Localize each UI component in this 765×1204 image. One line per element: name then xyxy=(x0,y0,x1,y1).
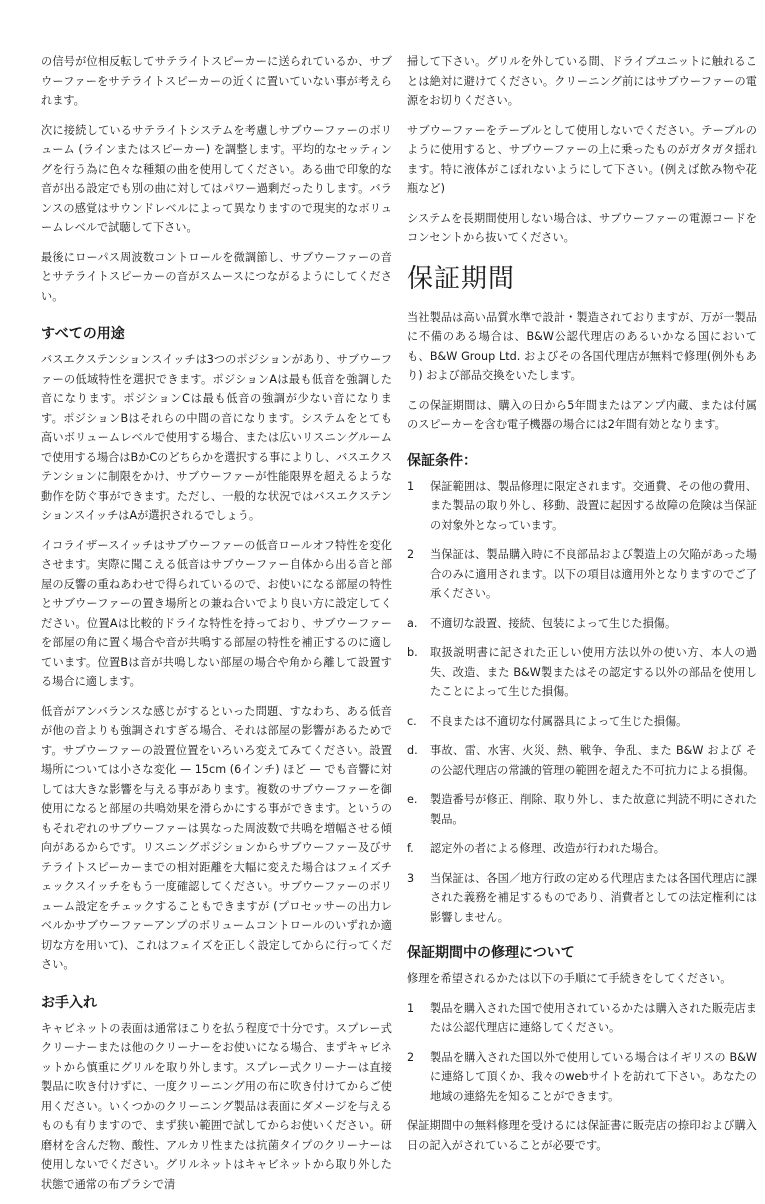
paragraph: サブウーファーをテーブルとして使用しないでください。テーブルのように使用すると、サブウーファーの上に乗ったものがガタガタ揺れます。特に液体がこぼれないようにして下さい。(例えば飲み物や花瓶など) xyxy=(407,123,757,195)
list-marker: b. xyxy=(407,646,418,659)
list-item-text: 保証範囲は、製品修理に限定されます。交通費、その他の費用、また製品の取り外し、移動、設置に起因する故障の危険は当保証の対象外となっています。 xyxy=(430,479,757,532)
page-title-warranty: 保証期間 xyxy=(407,263,516,294)
section-heading-uses: すべての用途 xyxy=(41,326,125,342)
list-item-text: 不適切な設置、接続、包装によって生じた損傷。 xyxy=(430,616,677,630)
list-item-text: 当保証は、製品購入時に不良部品および製造上の欠陥があった場合のみに適用されます。以下の項目は適用外となりますのでご了承ください。 xyxy=(430,548,757,600)
list-marker: 1 xyxy=(407,1001,415,1015)
paragraph: システムを長期間使用しない場合は、サブウーファーの電源コードをコンセントから抜いてください。 xyxy=(407,211,757,244)
list-item xyxy=(407,999,757,1038)
paragraph: 修理を希望されるかたは以下の手順にて手続きをしてください。 xyxy=(407,972,732,985)
repair-steps-list xyxy=(407,999,757,1107)
paragraph: 掃して下さい。グリルを外している間、ドライブユニットに触れることは絶対に避けてください。クリーニング前にはサブウーファーの電源をお切りください。 xyxy=(407,55,757,107)
paragraph: 当社製品は高い品質水準で設計・製造されておりますが、万が一製品に不備のある場合は、B&W公認代理店のあるいかなる国においても、B&W Group Ltd. およびその各国代理店が無料で修理(例外もあり) および部品交換をいたします。 xyxy=(407,310,757,382)
paragraph: この保証期間は、購入の日から5年間またはアンプ内蔵、または付属のスピーカーを含む電子機器の場合には2年間有効となります。 xyxy=(407,398,757,431)
left-column xyxy=(41,52,392,1204)
list-item-text: 製品を購入された国で使用されているかたは購入された販売店または公認代理店に連絡してください。 xyxy=(430,1001,757,1034)
list-item-text: 製造番号が修正、削除、取り外し、また故意に判読不明にされた製品。 xyxy=(430,793,757,826)
list-item xyxy=(407,869,757,928)
list-item xyxy=(407,712,757,732)
terms-list xyxy=(407,477,757,928)
list-marker: 3 xyxy=(407,871,415,885)
list-marker: 1 xyxy=(407,479,415,493)
list-item xyxy=(407,643,757,702)
list-marker: 2 xyxy=(407,548,415,561)
list-item xyxy=(407,545,757,604)
paragraph: 次に接続しているサテライトシステムを考慮しサブウーファーのボリューム (ラインまたはスピーカー) を調整します。平均的なセッティングを行う為に色々な種類の曲を使用してください。ある曲で印象的な音が出る設定でも別の曲に対してはパワー過剰だったりします。バランスの感覚はサウンドレベルによって異なりますので現実的なボリュームレベルで試聴して下さい。 xyxy=(41,123,392,234)
list-marker: 2 xyxy=(407,1050,415,1064)
list-item-text: 事故、雷、水害、火災、熱、戦争、争乱、また B&W および その公認代理店の常識的管理の範囲を超えた不可抗力による損傷。 xyxy=(430,744,757,777)
list-marker: c. xyxy=(407,714,417,728)
list-item-text: 認定外の者による修理、改造が行われた場合。 xyxy=(430,842,665,855)
list-item-text: 取扱説明書に記された正しい使用方法以外の使い方、本人の過失、改造、また B&W製またはその認定する以外の部品を使用したことによって生じた損傷。 xyxy=(430,646,757,698)
section-heading-repair: 保証期間中の修理について xyxy=(407,945,575,961)
list-marker: a. xyxy=(407,616,418,630)
paragraph: 保証期間中の無料修理を受けるには保証書に販売店の捺印および購入日の記入がされていることが必要です。 xyxy=(407,1119,757,1152)
paragraph: 低音がアンバランスな感じがするといった問題、すなわち、ある低音が他の音よりも強調されすぎる場合、それは部屋の影響があるためです。サブウーファーの設置位置をいろいろ変えてみてください。設置場所については小さな変化 — 15cm (6インチ) ほど — でも音響に対しては大きな影響を与える事があります。複数のサブウーファーを御使用になると部屋の共鳴効果を滑らかにする事ができます。というのもそれぞれのサブウーファーは異なった周波数で共鳴を増幅させる傾向があるからです。リスニングポジションからサブウーファー及びサテライトスピーカーまでの相対距離を大幅に変えた場合はフェイズチェックスイッチをもう一度確認してください。サブウーファーのボリューム設定をチェックすることもできますが (プロセッサーの出力レベルかサブウーファーアンプのボリュームコントロールのいずれか適切な方を用いて)、これはフェイズを正しく設定してからに行ってください。 xyxy=(41,704,392,971)
paragraph: イコライザースイッチはサブウーファーの低音ロールオフ特性を変化させます。実際に聞こえる低音はサブウーファー自体から出る音と部屋の反響の重ねあわせで得られているので、お使いになる部屋の特性とサブウーファーの置き場所との兼ね合いでより良い方に設定してください。位置Aは比較的ドライな特性を持っており、サブウーファーを部屋の角に置く場合や音が共鳴する部屋の特性を補正するのに適しています。位置Bは音が共鳴しない部屋の場合や角から離して設置する場合に適します。 xyxy=(41,538,392,688)
list-item xyxy=(407,477,757,536)
list-item xyxy=(407,1048,757,1107)
list-item-text: 不良または不適切な付属器具によって生じた損傷。 xyxy=(430,714,688,728)
paragraph: キャビネットの表面は通常ほこりを払う程度で十分です。スプレー式クリーナーまたは他のクリーナーをお使いになる場合、まずキャビネットから慎重にグリルを取り外します。スプレー式クリーナーは直接製品に吹き付けずに、一度クリーニング用の布に吹き付けてからご使用ください。いくつかのクリーニング製品は表面にダメージを与えるものも有りますので、まず狭い範囲で試してからお使いください。研磨材を含んだ物、酸性、アルカリ性または抗菌タイプのクリーナーは使用しないでください。グリルネットはキャビネットから取り外した状態で通常の布ブラシで清 xyxy=(41,1021,392,1191)
list-item xyxy=(407,614,757,634)
section-heading-care: お手入れ xyxy=(41,994,97,1011)
paragraph: の信号が位相反転してサテライトスピーカーに送られているか、サブウーファーをサテライトスピーカーの近くに置いていない事が考えられます。 xyxy=(41,55,392,107)
section-heading-terms: 保証条件： xyxy=(407,452,477,469)
paragraph: バスエクステンションスイッチは3つのポジションがあり、サブウーファーの低域特性を選択できます。ポジションAは最も低音を強調した音になります。ポジションCは最も低音の強調が少ない音になります。ポジションBはそれらの中間の音になります。システムをとても高いボリュームレベルで使用する場合、または広いリスニングルームで使用する場合はBかCのどちらかを選択する事によりし、バスエクステンションに制限をかけ、サブウーファーが性能限界を超えるような動作を防ぐ事ができます。ただし、一般的な状況ではバスエクステンションスイッチはAが選択されるでしょう。 xyxy=(41,353,393,522)
list-marker: d. xyxy=(407,744,418,757)
list-marker: e. xyxy=(407,793,418,806)
list-item xyxy=(407,790,757,829)
list-item-text: 当保証は、各国／地方行政の定める代理店または各国代理店に課された義務を補足するものであり、消費者としての法定権利には影響しません。 xyxy=(430,871,757,924)
list-item-text: 製品を購入された国以外で使用している場合はイギリスの B&Wに連絡して頂くか、我々のwebサイトを訪れて下さい。あなたの地域の連絡先を知ることができます。 xyxy=(430,1050,757,1103)
list-marker: f. xyxy=(407,842,414,855)
list-item xyxy=(407,741,757,780)
paragraph: 最後にローパス周波数コントロールを微調節し、サブウーファーの音とサテライトスピーカーの音がスムースにつながるようにしてください。 xyxy=(41,250,392,303)
list-item xyxy=(407,839,757,859)
right-column xyxy=(407,52,757,1165)
